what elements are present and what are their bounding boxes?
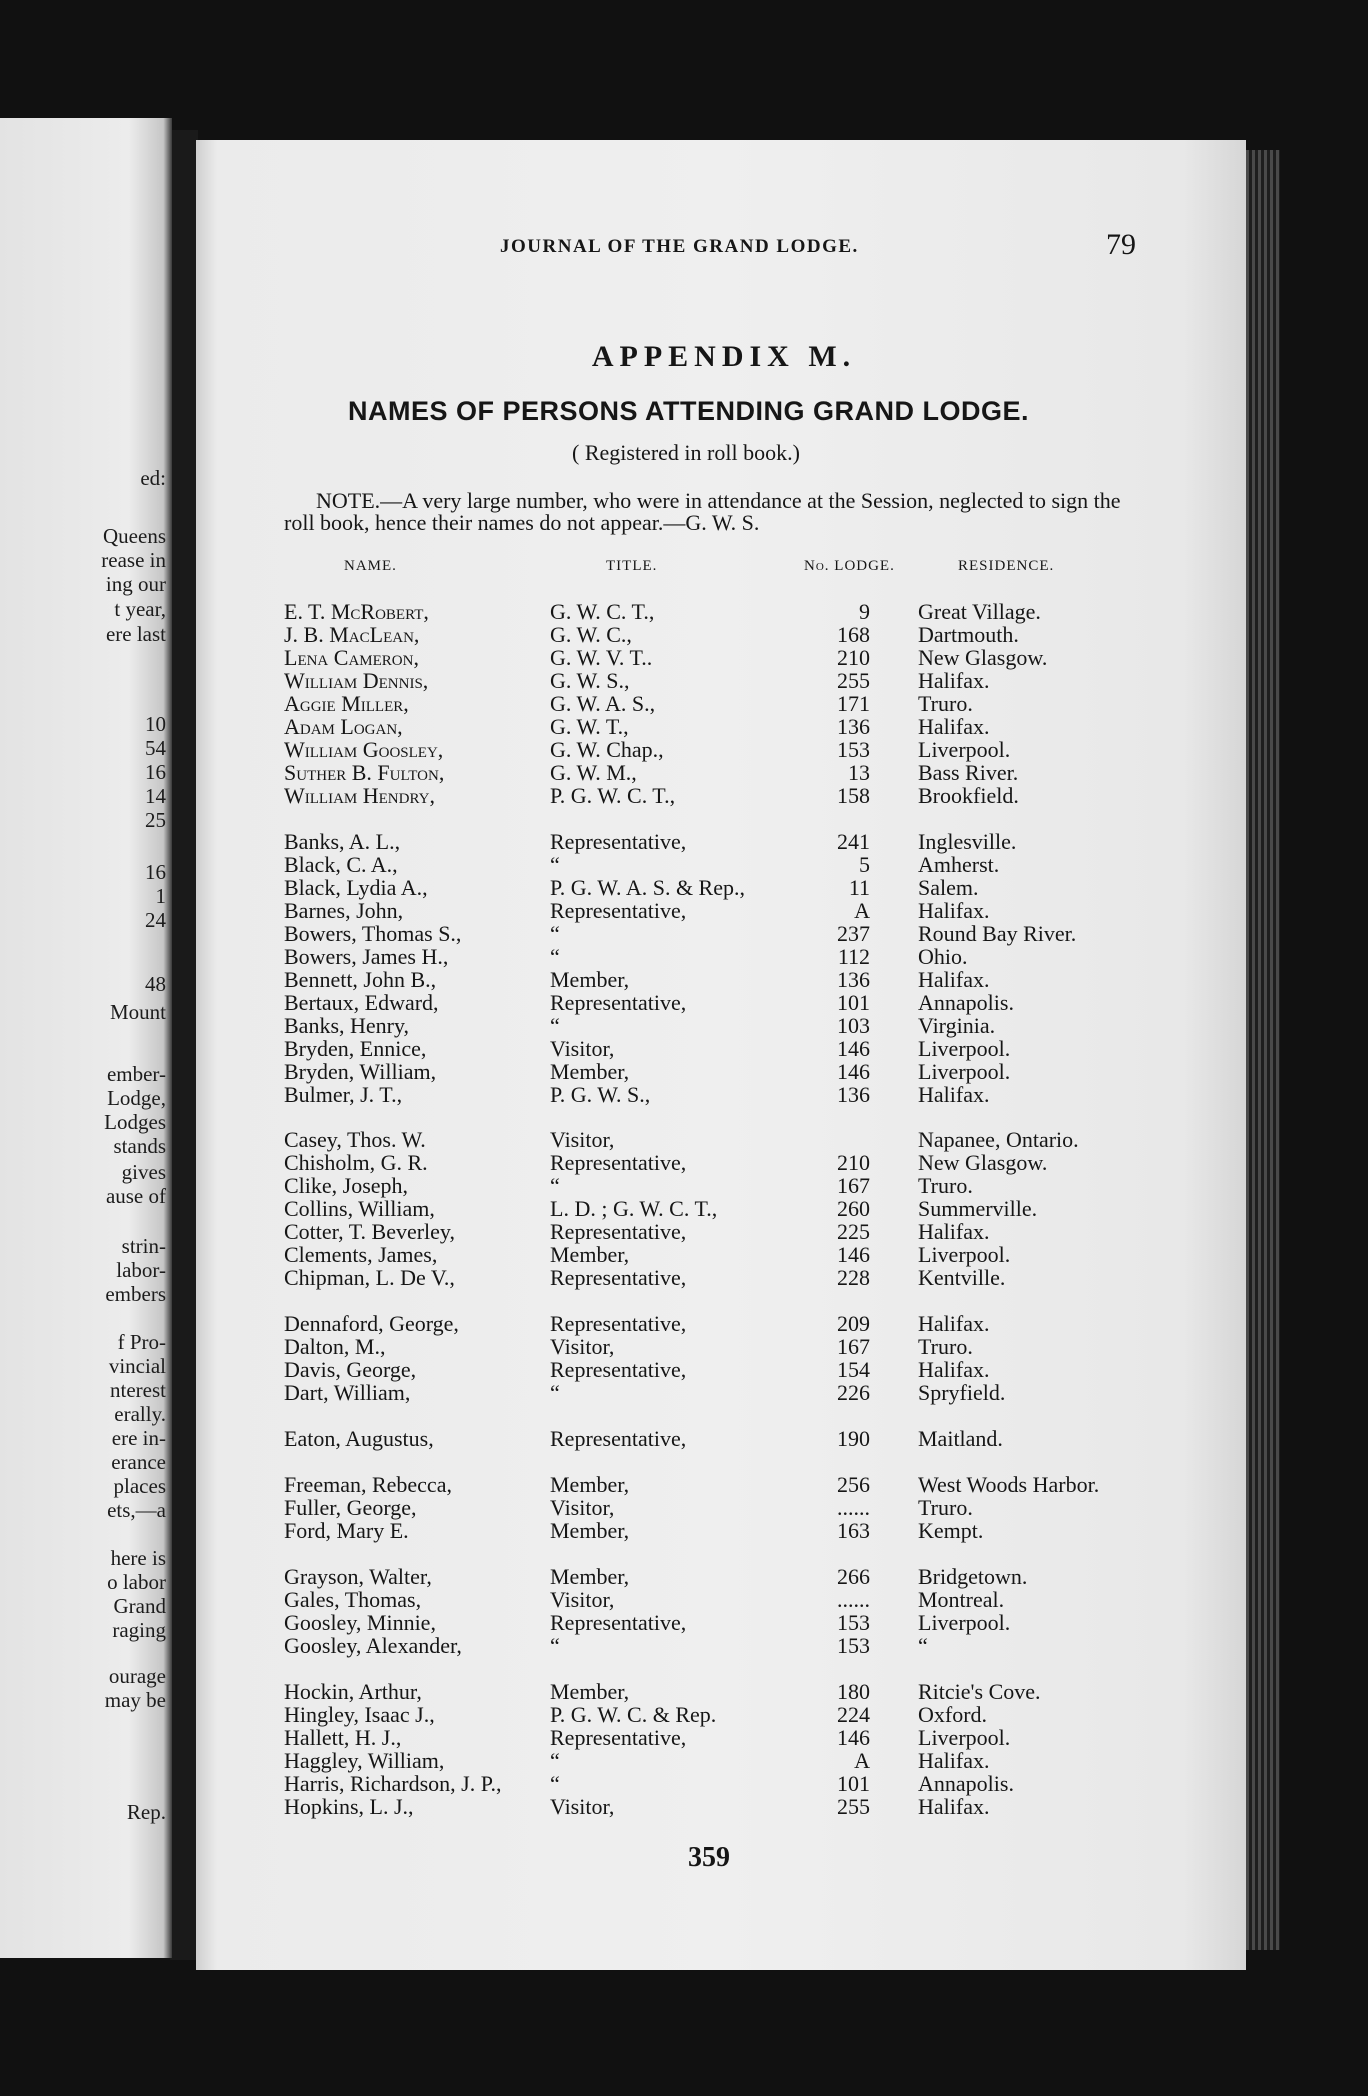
attendee-residence: Halifax. [918,1748,990,1773]
column-header-name: NAME. [344,558,397,574]
attendee-residence: Halifax. [918,714,990,739]
attendee-lodge: 136 [837,967,870,992]
left-page-line: here is [110,1546,166,1570]
attendee-residence: Bass River. [918,760,1019,785]
left-page-line: Lodge, [107,1086,166,1110]
attendee-title: Representative, [550,1357,687,1382]
attendee-lodge: 210 [837,645,870,670]
attendee-title: Member, [550,1472,630,1497]
attendee-name: Davis, George, [284,1357,417,1382]
attendee-residence: Salem. [918,875,979,900]
attendee-name: Bowers, Thomas S., [284,921,462,946]
attendee-name: Clements, James, [284,1242,438,1267]
attendee-residence: Halifax. [918,1794,990,1819]
left-page-line: ere last [105,622,166,646]
attendee-name: Bulmer, J. T., [284,1082,403,1107]
attendee-title: Visitor, [550,1495,615,1520]
attendee-lodge: 11 [848,875,870,900]
left-page-line: t year, [114,597,166,621]
attendee-residence: Liverpool. [918,1610,1011,1635]
attendee-title: P. G. W. A. S. & Rep., [550,875,745,900]
attendee-name: Adam Logan, [284,714,403,739]
attendee-lodge: 101 [837,990,870,1015]
attendee-residence: Truro. [918,1334,973,1359]
attendee-residence: Annapolis. [918,990,1014,1015]
attendee-lodge: 226 [837,1380,870,1405]
attendee-lodge: 228 [837,1265,870,1290]
attendee-name: Bryden, Ennice, [284,1036,427,1061]
attendee-title: Visitor, [550,1794,615,1819]
left-page-line: labor- [116,1258,166,1282]
left-page-line: strin- [121,1234,166,1258]
attendee-name: Hockin, Arthur, [284,1679,422,1704]
left-page-line: gives [121,1160,166,1184]
note-paragraph: NOTE.—A very large number, who were in attendance at the Session, neglected to sign the roll book, hence their names do not appear.—G. W. S. [284,488,1121,535]
book-edge [1246,150,1280,1950]
left-page-line: ause of [105,1184,166,1208]
attendee-residence: Montreal. [918,1587,1005,1612]
attendee-title: Representative, [550,1610,687,1635]
column-header-residence: RESIDENCE. [958,558,1055,574]
footer-number: 359 [688,1842,730,1873]
left-page-line: places [113,1474,166,1498]
attendee-lodge: 9 [859,599,870,624]
attendee-name: Goosley, Minnie, [284,1610,436,1635]
left-page-line: 10 [145,712,166,736]
attendee-lodge: 241 [837,829,870,854]
left-page-line: ember- [106,1062,166,1086]
attendee-name: Goosley, Alexander, [284,1633,462,1658]
left-page-line: 24 [145,908,166,932]
attendee-title: G. W. C., [550,622,632,647]
column-header-title: TITLE. [606,558,658,574]
attendee-residence: Kentville. [918,1265,1006,1290]
attendee-residence: New Glasgow. [918,645,1048,670]
attendee-title: P. G. W. S., [550,1082,651,1107]
attendee-title: Visitor, [550,1127,615,1152]
attendee-lodge: 103 [837,1013,870,1038]
attendee-residence: “ [918,1633,928,1658]
attendee-residence: Halifax. [918,668,990,693]
book-gutter [170,130,198,1960]
attendee-name: Lena Cameron, [284,645,419,670]
attendee-title: “ [550,1748,560,1773]
attendee-lodge: 136 [837,1082,870,1107]
attendee-name: Hingley, Isaac J., [284,1702,435,1727]
attendee-residence: Annapolis. [918,1771,1014,1796]
attendee-lodge: 255 [837,668,870,693]
left-page-line: Lodges [104,1110,166,1134]
attendee-title: Representative, [550,898,687,923]
left-page-line: Grand [113,1594,166,1618]
attendee-title: “ [550,944,560,969]
attendee-name: Dart, William, [284,1380,411,1405]
attendee-lodge: 224 [837,1702,870,1727]
attendee-name: Casey, Thos. W. [284,1127,426,1152]
sub-heading: ( Registered in roll book.) [572,440,800,465]
main-heading: NAMES OF PERSONS ATTENDING GRAND LODGE. [348,396,1030,426]
attendee-lodge: 225 [837,1219,870,1244]
attendee-residence: Liverpool. [918,737,1011,762]
attendee-name: Suther B. Fulton, [284,760,445,785]
attendee-title: G. W. S., [550,668,630,693]
attendee-title: Member, [550,967,630,992]
attendee-title: Member, [550,1518,630,1543]
attendee-name: Black, C. A., [284,852,398,877]
left-page-line: Rep. [126,1800,166,1824]
attendee-name: Banks, Henry, [284,1013,410,1038]
attendee-lodge: 136 [837,714,870,739]
attendee-residence: Truro. [918,1495,973,1520]
attendee-name: Bowers, James H., [284,944,449,969]
attendee-residence: Truro. [918,691,973,716]
attendee-title: G. W. C. T., [550,599,655,624]
left-page-line: ourage [108,1664,166,1688]
attendee-name: Aggie Miller, [284,691,409,716]
attendee-title: Member, [550,1242,630,1267]
attendee-lodge: 13 [848,760,870,785]
attendee-name: Barnes, John, [284,898,404,923]
attendee-residence: Liverpool. [918,1725,1011,1750]
attendee-name: Bennett, John B., [284,967,437,992]
attendee-title: “ [550,1380,560,1405]
attendee-lodge: 266 [837,1564,870,1589]
attendee-name: Dalton, M., [284,1334,386,1359]
attendee-title: Visitor, [550,1036,615,1061]
attendee-name: Hallett, H. J., [284,1725,402,1750]
attendee-title: Representative, [550,1150,687,1175]
left-page-line: raging [112,1618,166,1642]
left-page-line: embers [105,1282,166,1306]
attendee-title: Representative, [550,1426,687,1451]
attendee-title: Representative, [550,1265,687,1290]
attendee-lodge: 256 [837,1472,870,1497]
attendee-residence: Halifax. [918,1311,990,1336]
attendee-residence: Halifax. [918,967,990,992]
left-page-line: nterest [110,1378,166,1402]
attendee-title: G. W. V. T.. [550,645,653,670]
attendee-lodge: 153 [837,1610,870,1635]
attendee-residence: Halifax. [918,898,990,923]
attendee-residence: Ritcie's Cove. [918,1679,1041,1704]
attendee-name: William Hendry, [284,783,435,808]
left-page-line: 1 [155,884,166,908]
attendee-residence: Round Bay River. [918,921,1077,946]
attendee-title: P. G. W. C. & Rep. [550,1702,717,1727]
attendee-name: Harris, Richardson, J. P., [284,1771,502,1796]
left-page-line: Mount [109,1000,166,1024]
attendee-lodge: 190 [837,1426,870,1451]
attendee-name: Dennaford, George, [284,1311,459,1336]
attendee-lodge: A [854,1748,870,1773]
page-number: 79 [1106,228,1136,261]
attendee-lodge: 5 [859,852,870,877]
attendee-title: Member, [550,1564,630,1589]
left-page-line: 25 [145,808,166,832]
left-page-line: 16 [145,860,166,884]
attendee-lodge: ...... [837,1587,870,1612]
attendee-name: Haggley, William, [284,1748,445,1773]
attendee-lodge: 153 [837,737,870,762]
left-page-line: rease in [101,548,166,572]
attendee-title: Visitor, [550,1334,615,1359]
left-page-line: ere in- [111,1426,166,1450]
attendee-residence: Ohio. [918,944,968,969]
attendee-residence: Oxford. [918,1702,988,1727]
attendee-name: Bertaux, Edward, [284,990,439,1015]
attendee-name: Chisholm, G. R. [284,1150,428,1175]
attendee-residence: Halifax. [918,1357,990,1382]
left-page-line: ing our [105,572,166,596]
attendee-lodge: 158 [837,783,870,808]
attendee-lodge: 255 [837,1794,870,1819]
attendee-lodge: 210 [837,1150,870,1175]
attendee-lodge: 163 [837,1518,870,1543]
attendee-residence: Bridgetown. [918,1564,1028,1589]
left-facing-page [0,118,172,1958]
left-page-line: o labor [107,1570,166,1594]
attendee-residence: Liverpool. [918,1059,1011,1084]
left-page-line: erally. [114,1402,166,1426]
appendix-title: APPENDIX M. [591,340,857,373]
attendee-title: Representative, [550,1311,687,1336]
attendee-name: Eaton, Augustus, [284,1426,434,1451]
attendee-residence: New Glasgow. [918,1150,1048,1175]
attendee-title: “ [550,1173,560,1198]
attendee-name: Chipman, L. De V., [284,1265,455,1290]
attendee-name: Clike, Joseph, [284,1173,409,1198]
attendee-title: G. W. M., [550,760,637,785]
attendee-name: Grayson, Walter, [284,1564,432,1589]
attendee-residence: Spryfield. [918,1380,1006,1405]
attendee-lodge: 101 [837,1771,870,1796]
attendee-title: “ [550,852,560,877]
attendee-name: Bryden, William, [284,1059,437,1084]
left-page-line: vincial [108,1354,166,1378]
attendee-lodge: 180 [837,1679,870,1704]
attendee-name: Collins, William, [284,1196,435,1221]
attendee-residence: Amherst. [918,852,1000,877]
attendee-title: Member, [550,1059,630,1084]
attendee-lodge: 237 [837,921,870,946]
attendee-title: G. W. Chap., [550,737,664,762]
attendee-residence: Napanee, Ontario. [918,1127,1079,1152]
attendee-name: Gales, Thomas, [284,1587,422,1612]
attendee-lodge: 153 [837,1633,870,1658]
attendee-lodge: 146 [837,1725,870,1750]
attendee-residence: Inglesville. [918,829,1017,854]
left-page-line: ed: [140,466,166,490]
attendee-residence: Brookfield. [918,783,1019,808]
attendee-residence: Truro. [918,1173,973,1198]
attendee-name: Cotter, T. Beverley, [284,1219,455,1244]
attendee-residence: Virginia. [918,1013,996,1038]
attendee-residence: Maitland. [918,1426,1003,1451]
left-page-line: erance [111,1450,166,1474]
attendee-title: “ [550,1013,560,1038]
left-page-line: 48 [145,972,166,996]
attendee-lodge: 171 [837,691,870,716]
attendee-lodge: 167 [837,1334,870,1359]
attendee-lodge: 146 [837,1059,870,1084]
running-head: JOURNAL OF THE GRAND LODGE. [500,236,859,257]
attendee-lodge: 168 [837,622,870,647]
attendee-lodge: 112 [837,944,870,969]
column-header-lodge: No. LODGE. [804,558,895,574]
attendee-residence: Liverpool. [918,1242,1011,1267]
attendee-lodge: 146 [837,1242,870,1267]
attendee-title: G. W. T., [550,714,629,739]
attendee-lodge [780,1128,870,1151]
attendee-title: G. W. A. S., [550,691,656,716]
attendee-title: P. G. W. C. T., [550,783,676,808]
attendee-title: Visitor, [550,1587,615,1612]
attendee-name: Fuller, George, [284,1495,417,1520]
left-page-line: ets,—a [107,1498,166,1522]
attendee-lodge: ...... [837,1495,870,1520]
attendee-name: William Dennis, [284,668,429,693]
attendee-title: “ [550,1771,560,1796]
attendee-title: Representative, [550,1725,687,1750]
left-page-line: Queens [103,524,166,548]
attendee-lodge: 167 [837,1173,870,1198]
attendee-title: Representative, [550,1219,687,1244]
attendee-title: Representative, [550,990,687,1015]
attendee-name: Banks, A. L., [284,829,401,854]
attendee-title: Member, [550,1679,630,1704]
attendee-residence: Dartmouth. [918,622,1019,647]
attendee-residence: Liverpool. [918,1036,1011,1061]
attendee-title: Representative, [550,829,687,854]
left-page-line: stands [113,1134,166,1158]
left-page-line: f Pro- [117,1330,166,1354]
attendee-name: William Goosley, [284,737,444,762]
attendee-residence: Great Village. [918,599,1041,624]
left-page-line: may be [104,1688,166,1712]
attendee-residence: Summerville. [918,1196,1038,1221]
attendee-name: E. T. McRobert, [284,599,429,624]
attendee-name: J. B. MacLean, [284,622,420,647]
attendee-lodge: A [854,898,870,923]
attendee-name: Black, Lydia A., [284,875,428,900]
attendee-residence: Kempt. [918,1518,984,1543]
attendee-residence: West Woods Harbor. [918,1472,1100,1497]
attendee-title: “ [550,1633,560,1658]
attendee-name: Freeman, Rebecca, [284,1472,452,1497]
attendee-name: Ford, Mary E. [284,1518,409,1543]
left-page-line: 14 [145,784,166,808]
attendee-lodge: 146 [837,1036,870,1061]
attendee-lodge: 209 [837,1311,870,1336]
attendee-name: Hopkins, L. J., [284,1794,414,1819]
attendee-residence: Halifax. [918,1219,990,1244]
left-page-line: 16 [145,760,166,784]
left-page-line: 54 [145,736,166,760]
attendee-lodge: 260 [837,1196,870,1221]
attendee-residence: Halifax. [918,1082,990,1107]
attendee-title: L. D. ; G. W. C. T., [550,1196,718,1221]
attendee-lodge: 154 [837,1357,870,1382]
attendee-title: “ [550,921,560,946]
